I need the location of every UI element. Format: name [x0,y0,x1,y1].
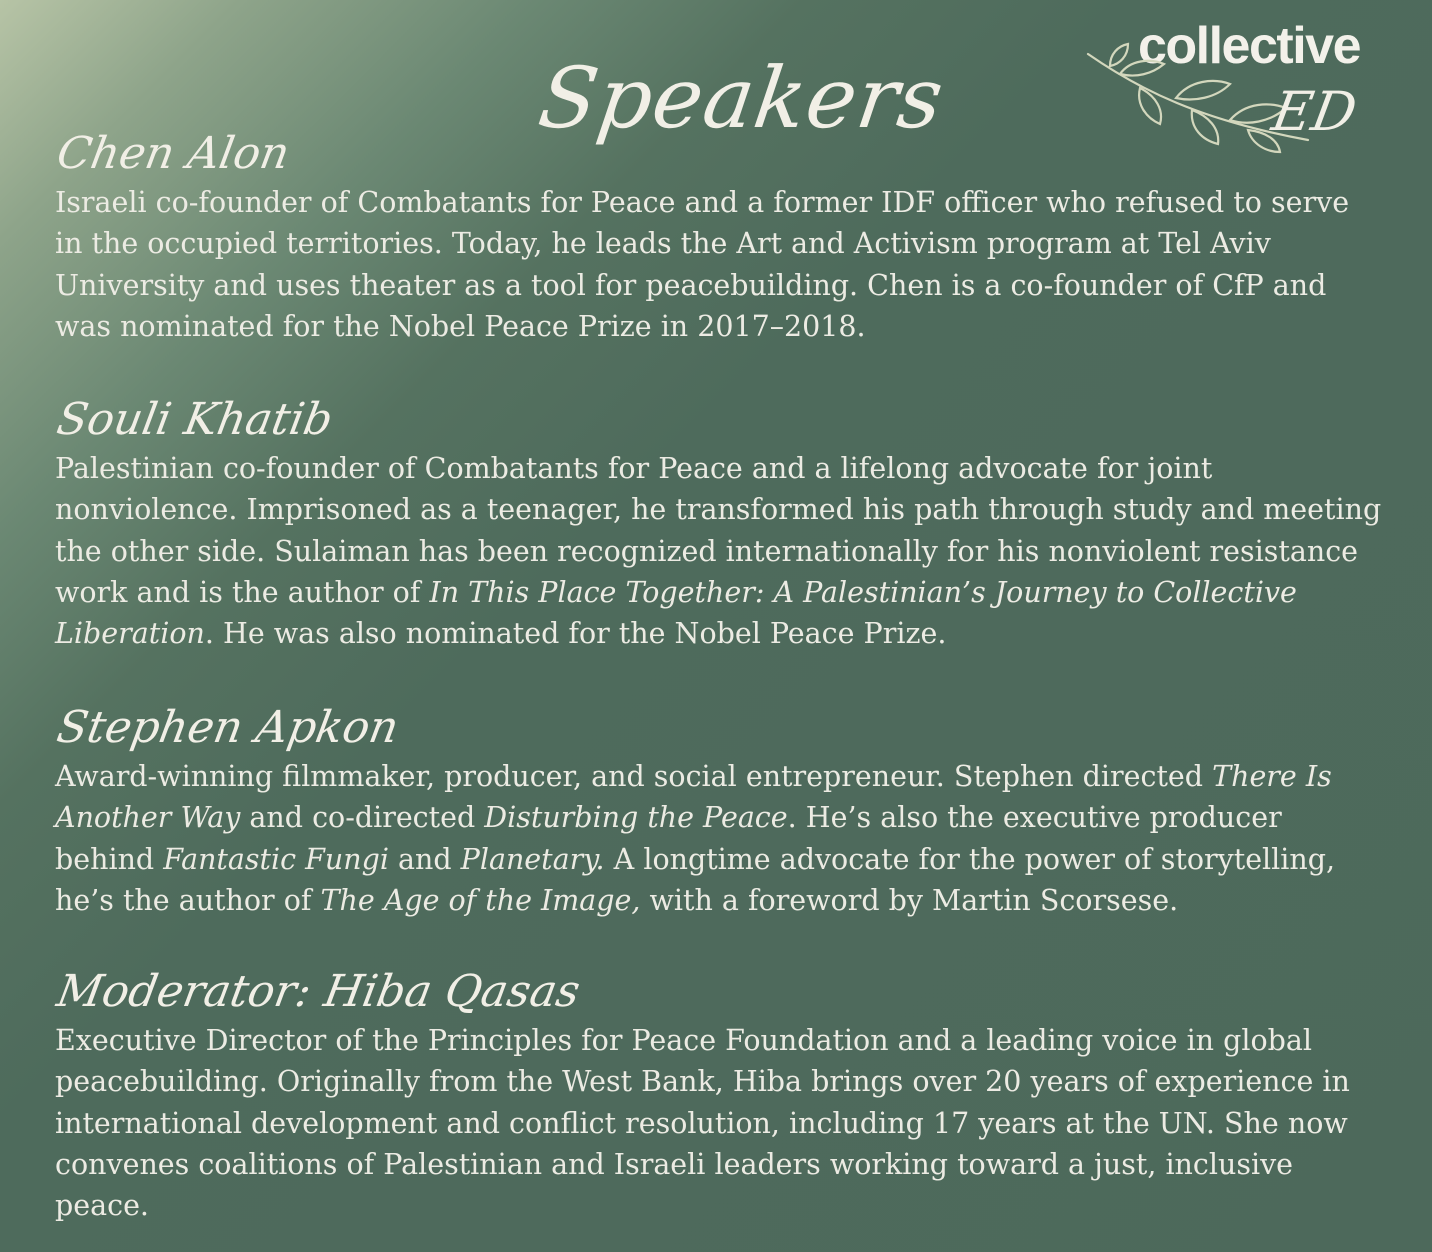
bio-text: Executive Director of the Principles for Peace Foundation and a leading voice in global peacebuilding. Originally from the West Bank, Hiba brings over 20 years of experience in international development and conflict resolution, including 17 years at the UN. She now convenes coalitions of Palestinian and Israeli leaders working toward a just, inclusive peace. [55,1024,1350,1223]
bio-title-italic: Fantastic Fungi [163,842,389,876]
speaker-souli-khatib [55,394,1385,654]
speaker-stephen-apkon [55,702,1385,921]
bio-text: . He was also nominated for the Nobel Peace Prize. [204,617,947,651]
bio-text: and [388,842,461,876]
bio-title-italic: There Is Another Way [55,760,1332,835]
bio-text: A longtime advocate for the power of storytelling, he’s the author of [55,842,1336,917]
bio-title-italic: In This Place Together: A Palestinian’s Journey to Collective Liberation [55,575,1297,651]
bio-text: with a foreword by Martin Scorsese. [640,883,1179,917]
speaker-chen-alon [55,128,1385,347]
bio-title-italic: The Age of the Image, [320,883,641,917]
speaker-name: Stephen Apkon [53,702,403,753]
bio-title-italic: Planetary. [460,842,605,876]
speaker-hiba-qasas [55,966,1385,1226]
page-title: Speakers [533,49,950,147]
logo-wordmark: collective [1137,17,1360,75]
bio-text: Award-winning filmmaker, producer, and social entrepreneur. Stephen directed [55,760,1213,793]
speaker-name: Moderator: Hiba Qasas [53,966,584,1017]
bio-text: and co-directed [240,801,485,835]
speaker-name: Souli Khatib [53,394,337,445]
bio-text: Palestinian co-founder of Combatants for Peace and a lifelong advocate for joint nonviolence. Imprisoned as a teenager, he transformed his path through study and meeting the other side. Sulaiman has been recognized internationally for his nonviolent resistance work and is the author of [55,452,1382,609]
speaker-name: Chen Alon [53,128,294,179]
bio-title-italic: Disturbing the Peace [484,801,788,835]
speaker-bio [55,756,1385,921]
speaker-bio [55,1020,1385,1226]
bio-text: Israeli co-founder of Combatants for Peace and a former IDF officer who refused to serve in the occupied territories. Today, he leads the Art and Activism program at Tel Aviv University and uses theater as a tool for peacebuilding. Chen is a co-founder of CfP and was nominated for the Nobel Peace Prize in 2017–2018. [55,186,1350,343]
logo-suffix: ED [1267,80,1362,143]
bio-text: . He’s also the executive producer behind [55,801,1282,876]
speaker-bio [55,448,1385,654]
speaker-bio [55,182,1385,347]
